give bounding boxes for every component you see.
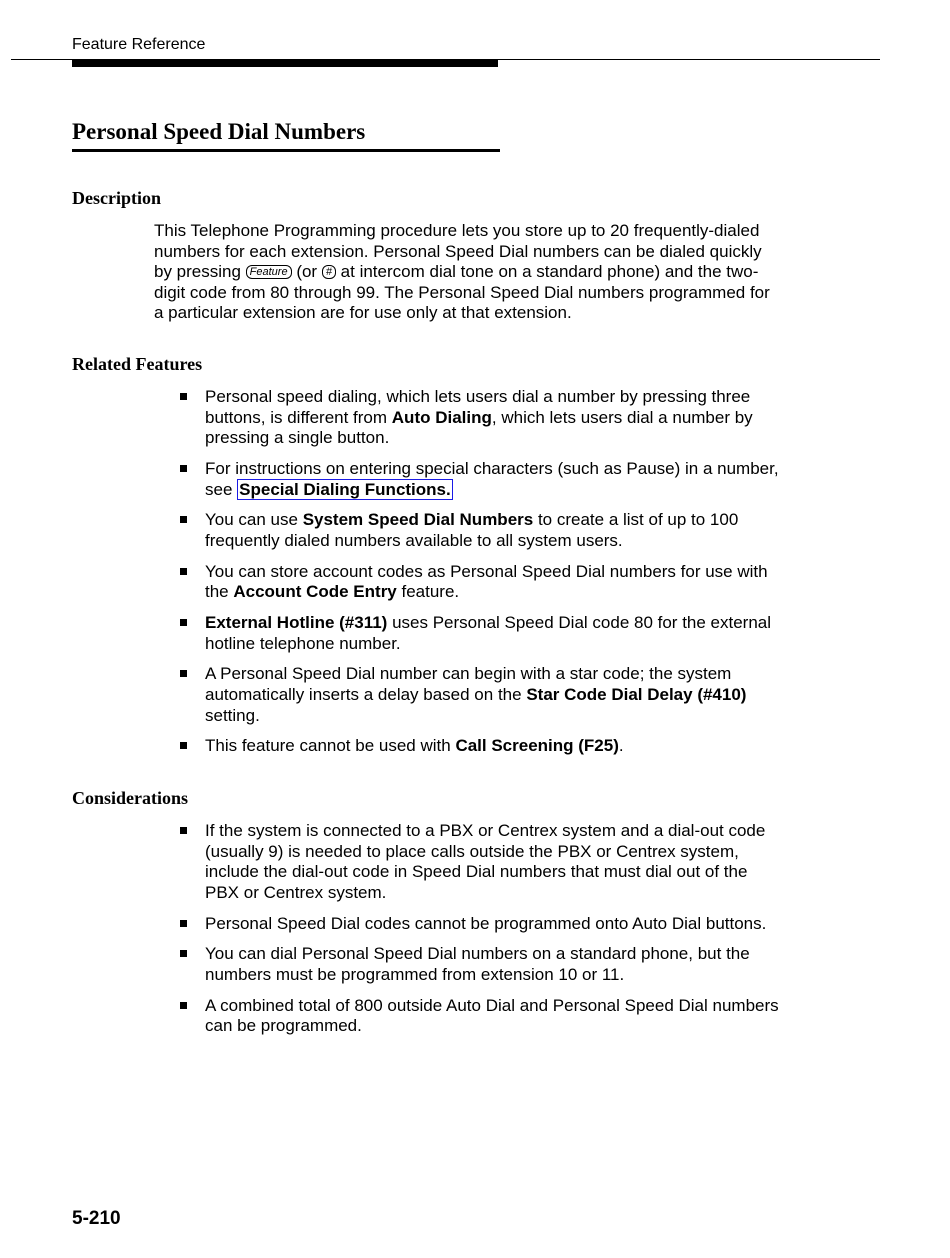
bullet-square-icon [180,393,187,400]
considerations-list [0,821,950,1047]
special-dialing-functions-link[interactable]: Special Dialing Functions. [239,479,451,499]
title-rule [72,149,500,152]
bullet-square-icon [180,619,187,626]
feature-reference: Auto Dialing [391,407,492,427]
list-item: A combined total of 800 outside Auto Dial and Personal Speed Dial numbers can be programmed. [0,996,780,1037]
section-heading-related-features: Related Features [72,354,203,374]
list-item: If the system is connected to a PBX or Centrex system and a dial-out code (usually 9) is needed to place calls outside the PBX or Centrex system, include the dial-out code in Speed Dial numbers that must dial out of the PBX or Centrex system. [0,821,780,903]
feature-key-icon: Feature [246,265,292,279]
header-thick-rule [72,60,498,67]
list-item: You can use System Speed Dial Numbers to create a list of up to 100 frequently dialed numbers available to all system users. [0,510,780,551]
list-item: You can dial Personal Speed Dial numbers on a standard phone, but the numbers must be programmed from extension 10 or 11. [0,944,780,985]
list-item: A Personal Speed Dial number can begin with a star code; the system automatically inserts a delay based on the Star Code Dial Delay (#410) setting. [0,664,780,726]
bullet-square-icon [180,742,187,749]
description-paragraph: This Telephone Programming procedure lets you store up to 20 frequently-dialed numbers for each extension. Personal Speed Dial numbers can be dialed quickly by pressing Feature (or # at intercom dial tone on a standard phone) and the two-digit code from 80 through 99. The Personal Speed Dial numbers programmed for a particular extension are for use only at that extension. [154,221,770,323]
list-item: For instructions on entering special characters (such as Pause) in a number, see Special Dialing Functions. [0,459,780,500]
bullet-square-icon [180,920,187,927]
bullet-square-icon [180,1002,187,1009]
feature-reference: External Hotline (#311) [205,613,388,633]
bullet-square-icon [180,670,187,677]
list-item: You can store account codes as Personal Speed Dial numbers for use with the Account Code Entry feature. [0,562,780,603]
related-features-list [0,387,950,767]
list-item: External Hotline (#311) uses Personal Speed Dial code 80 for the external hotline telephone number. [0,613,780,654]
bullet-square-icon [180,568,187,575]
feature-reference: Account Code Entry [233,582,397,602]
list-item: Personal Speed Dial codes cannot be programmed onto Auto Dial buttons. [0,914,780,935]
feature-reference: Star Code Dial Delay (#410) [526,685,747,705]
bullet-square-icon [180,950,187,957]
feature-reference: Call Screening (F25) [455,736,619,756]
section-heading-description: Description [72,188,161,208]
page-number: 5-210 [72,1208,121,1229]
running-head: Feature Reference [72,36,206,53]
bullet-square-icon [180,465,187,472]
list-item: This feature cannot be used with Call Screening (F25). [0,736,780,757]
feature-reference: System Speed Dial Numbers [302,510,534,530]
list-item: Personal speed dialing, which lets users dial a number by pressing three buttons, is different from Auto Dialing, which lets users dial a number by pressing a single button. [0,387,780,449]
bullet-square-icon [180,827,187,834]
page-title: Personal Speed Dial Numbers [72,119,366,144]
bullet-square-icon [180,516,187,523]
section-heading-considerations: Considerations [72,788,189,808]
hash-key-icon: # [322,265,336,279]
